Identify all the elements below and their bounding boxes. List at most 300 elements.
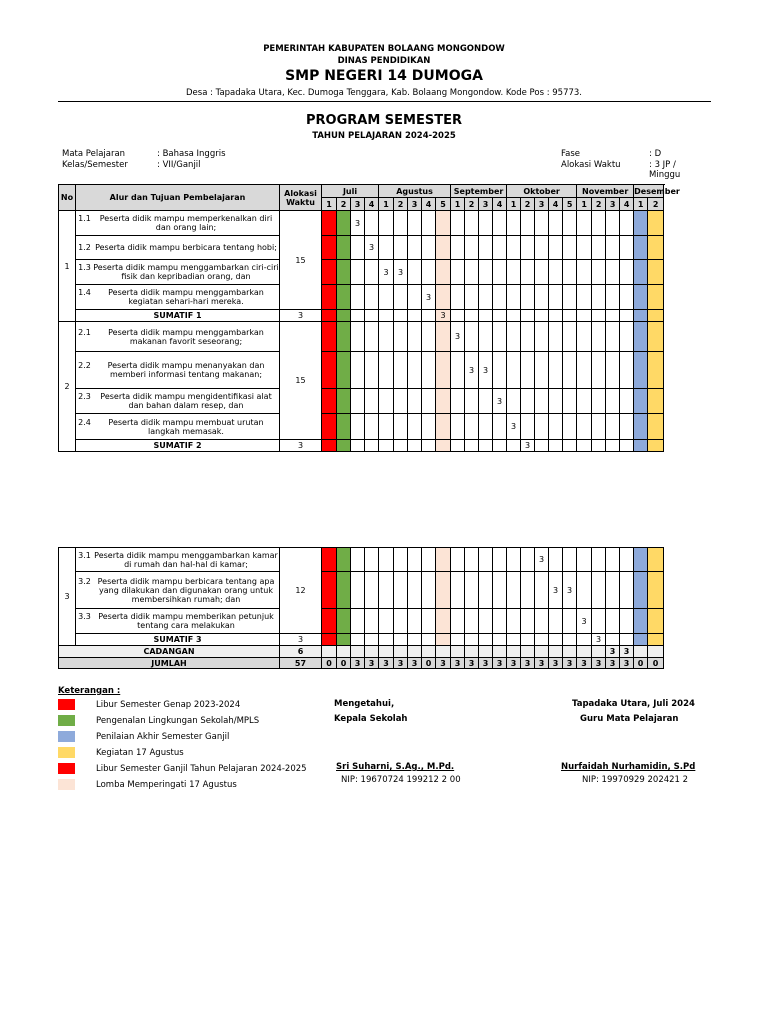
- school-address: Desa : Tapadaka Utara, Kec. Dumoga Tenggara, Kab. Bolaang Mongondow. Kode Pos : 95773.: [185, 88, 583, 98]
- week-cell: [408, 646, 422, 658]
- week-cell: [535, 389, 549, 414]
- week-cell: [365, 414, 379, 440]
- week-cell: [563, 211, 577, 236]
- week-cell: [606, 414, 620, 440]
- month-header: Desember: [634, 186, 680, 196]
- legend-label: Libur Semester Ganjil Tahun Pelajaran 2024-2025: [96, 763, 307, 774]
- time-allocation-label: Alokasi Waktu: [561, 160, 621, 170]
- week-cell: 3: [479, 352, 493, 389]
- time-allocation-value-2: Minggu: [649, 170, 681, 180]
- week-cell: [365, 260, 379, 285]
- week-cell: [422, 440, 436, 452]
- week-cell: [465, 211, 479, 236]
- week-cell: [493, 322, 507, 352]
- objective-number: 2.3: [78, 392, 91, 401]
- week-cell: [634, 352, 648, 389]
- week-cell: [592, 285, 606, 310]
- week-cell: [620, 352, 634, 389]
- week-cell: [436, 440, 451, 452]
- summative-row: [59, 440, 664, 452]
- subject-value: : Bahasa Inggris: [157, 149, 226, 159]
- summative-allocation: 3: [280, 634, 322, 646]
- teacher-name: Nurfaidah Nurhamidin, S.Pd: [561, 762, 696, 772]
- objective-text: Peserta didik mampu mengidentifikasi alat dan bahan dalam resep, dan: [100, 392, 272, 410]
- week-cell: [394, 634, 408, 646]
- week-cell: [465, 389, 479, 414]
- week-cell: [365, 548, 379, 572]
- teacher-nip: NIP: 19970929 202421 2: [582, 775, 689, 785]
- week-cell: [577, 389, 592, 414]
- week-cell: [535, 572, 549, 609]
- week-cell: [322, 572, 337, 609]
- week-cell: [422, 572, 436, 609]
- week-cell: [436, 548, 451, 572]
- week-cell: [422, 634, 436, 646]
- week-cell: [351, 236, 365, 260]
- week-cell: 3: [493, 658, 507, 669]
- week-cell: [394, 352, 408, 389]
- principal-nip: NIP: 19670724 199212 2 00: [341, 775, 461, 785]
- header-alokasi: Alokasi Waktu: [280, 185, 322, 211]
- week-cell: [379, 285, 394, 310]
- week-cell: [436, 414, 451, 440]
- class-value: : VII/Ganjil: [157, 160, 201, 170]
- legend-item: [58, 699, 358, 710]
- week-cell: [322, 260, 337, 285]
- week-header: 3: [408, 198, 422, 211]
- week-cell: [394, 609, 408, 634]
- week-cell: [592, 572, 606, 609]
- objective-number: 2.1: [78, 327, 91, 337]
- week-cell: [563, 260, 577, 285]
- week-cell: [634, 414, 648, 440]
- week-cell: 0: [648, 658, 664, 669]
- week-cell: [365, 352, 379, 389]
- week-cell: [479, 646, 493, 658]
- week-cell: [465, 646, 479, 658]
- week-cell: [648, 414, 664, 440]
- week-cell: [394, 310, 408, 322]
- week-cell: [465, 260, 479, 285]
- department-name: DINAS PENDIDIKAN: [337, 56, 431, 66]
- week-cell: [408, 572, 422, 609]
- week-cell: [365, 211, 379, 236]
- week-cell: [465, 414, 479, 440]
- week-header: 1: [379, 198, 394, 211]
- week-cell: [521, 646, 535, 658]
- week-cell: [549, 260, 563, 285]
- week-cell: [322, 310, 337, 322]
- week-cell: [620, 414, 634, 440]
- week-cell: [379, 352, 394, 389]
- week-cell: [365, 609, 379, 634]
- week-cell: [577, 322, 592, 352]
- learning-objective: [76, 609, 280, 634]
- week-cell: [606, 236, 620, 260]
- week-cell: [479, 285, 493, 310]
- week-cell: [394, 646, 408, 658]
- learning-objective: [76, 572, 280, 609]
- summative-label: SUMATIF 1: [76, 310, 280, 322]
- week-cell: [634, 236, 648, 260]
- week-cell: [451, 211, 465, 236]
- week-cell: [592, 548, 606, 572]
- table-row: [59, 548, 664, 572]
- week-cell: [322, 236, 337, 260]
- week-cell: 3: [592, 658, 606, 669]
- week-cell: [606, 260, 620, 285]
- objective-number: 2.4: [78, 417, 91, 427]
- week-cell: [422, 352, 436, 389]
- week-cell: [493, 440, 507, 452]
- week-cell: [408, 548, 422, 572]
- legend-label: Penilaian Akhir Semester Ganjil: [96, 731, 230, 742]
- week-cell: [648, 634, 664, 646]
- week-cell: [379, 310, 394, 322]
- time-allocation: 12: [280, 548, 322, 634]
- week-cell: [394, 572, 408, 609]
- week-cell: [634, 572, 648, 609]
- week-cell: [436, 285, 451, 310]
- week-cell: [451, 260, 465, 285]
- week-cell: [337, 414, 351, 440]
- week-cell: 3: [606, 658, 620, 669]
- legend-swatch: [58, 779, 75, 790]
- week-cell: 3: [620, 646, 634, 658]
- week-cell: [322, 389, 337, 414]
- week-cell: [592, 322, 606, 352]
- week-cell: [436, 322, 451, 352]
- objective-number: 1.1: [78, 214, 91, 223]
- week-header: 2: [521, 198, 535, 211]
- week-cell: [507, 572, 521, 609]
- total-value: 57: [280, 658, 322, 669]
- week-cell: 3: [507, 658, 521, 669]
- week-cell: [351, 310, 365, 322]
- week-cell: [408, 609, 422, 634]
- week-cell: [422, 322, 436, 352]
- week-cell: [479, 211, 493, 236]
- week-header: 2: [394, 198, 408, 211]
- table-row: [59, 414, 664, 440]
- table-row: [59, 352, 664, 389]
- learning-objective: [76, 211, 280, 236]
- week-header: 2: [592, 198, 606, 211]
- week-cell: [351, 322, 365, 352]
- school-name: SMP NEGERI 14 DUMOGA: [285, 68, 483, 84]
- week-cell: [620, 236, 634, 260]
- legend-item: [58, 731, 358, 742]
- week-cell: [606, 322, 620, 352]
- week-cell: [535, 260, 549, 285]
- week-cell: [648, 572, 664, 609]
- week-cell: [408, 260, 422, 285]
- week-cell: [322, 440, 337, 452]
- week-cell: [408, 322, 422, 352]
- week-cell: [436, 211, 451, 236]
- objective-number: 1.3: [78, 263, 91, 272]
- week-cell: 3: [351, 658, 365, 669]
- week-header: 4: [493, 198, 507, 211]
- week-cell: [451, 352, 465, 389]
- learning-objective: [76, 322, 280, 352]
- week-cell: [408, 389, 422, 414]
- week-cell: [322, 634, 337, 646]
- learning-objective: [76, 548, 280, 572]
- week-cell: [422, 646, 436, 658]
- legend-item: [58, 779, 358, 790]
- principal-title: Kepala Sekolah: [334, 714, 408, 724]
- week-cell: [606, 572, 620, 609]
- week-header: 1: [322, 198, 337, 211]
- week-cell: [451, 310, 465, 322]
- week-cell: [408, 236, 422, 260]
- week-cell: [337, 609, 351, 634]
- week-cell: [422, 414, 436, 440]
- week-cell: [351, 609, 365, 634]
- week-cell: [535, 211, 549, 236]
- week-cell: [422, 211, 436, 236]
- week-cell: [451, 572, 465, 609]
- week-cell: [493, 548, 507, 572]
- week-cell: [379, 414, 394, 440]
- table-row: [59, 322, 664, 352]
- week-cell: [493, 310, 507, 322]
- week-cell: [577, 572, 592, 609]
- week-cell: [465, 634, 479, 646]
- week-cell: [563, 285, 577, 310]
- week-cell: [379, 646, 394, 658]
- week-cell: [648, 440, 664, 452]
- week-cell: [620, 548, 634, 572]
- week-cell: [379, 609, 394, 634]
- week-header: 4: [422, 198, 436, 211]
- unit-number: 3: [59, 548, 76, 646]
- week-cell: [493, 236, 507, 260]
- week-cell: [465, 548, 479, 572]
- week-header: 1: [507, 198, 521, 211]
- week-cell: 3: [436, 310, 451, 322]
- legend-label: Kegiatan 17 Agustus: [96, 747, 184, 758]
- week-cell: [577, 548, 592, 572]
- reserve-row: [59, 646, 664, 658]
- week-cell: [379, 548, 394, 572]
- week-cell: [620, 285, 634, 310]
- week-cell: [634, 285, 648, 310]
- week-cell: [521, 414, 535, 440]
- week-cell: [436, 352, 451, 389]
- objective-text: Peserta didik mampu menanyakan dan memberi informasi tentang makanan;: [107, 361, 265, 379]
- week-cell: [465, 572, 479, 609]
- week-cell: [451, 548, 465, 572]
- week-cell: 3: [535, 548, 549, 572]
- week-cell: [549, 440, 563, 452]
- learning-objective: [76, 260, 280, 285]
- unit-number: 1: [59, 211, 76, 322]
- week-cell: [322, 548, 337, 572]
- week-cell: [436, 572, 451, 609]
- week-cell: [322, 646, 337, 658]
- week-cell: [620, 310, 634, 322]
- week-cell: [479, 634, 493, 646]
- week-cell: 3: [606, 646, 620, 658]
- week-cell: [451, 389, 465, 414]
- week-cell: [577, 285, 592, 310]
- week-cell: [479, 310, 493, 322]
- week-cell: [465, 285, 479, 310]
- legend-swatch: [58, 763, 75, 774]
- table-row: [59, 236, 664, 260]
- phase-value: : D: [649, 149, 662, 159]
- week-cell: [479, 572, 493, 609]
- week-cell: 3: [521, 658, 535, 669]
- week-cell: [337, 236, 351, 260]
- table-row: [59, 572, 664, 609]
- week-cell: [351, 646, 365, 658]
- week-cell: [493, 211, 507, 236]
- week-cell: [493, 572, 507, 609]
- week-cell: [648, 352, 664, 389]
- week-cell: [549, 211, 563, 236]
- week-cell: 3: [436, 658, 451, 669]
- week-cell: [351, 352, 365, 389]
- week-cell: [634, 646, 648, 658]
- week-cell: 3: [408, 658, 422, 669]
- legend-item: [58, 747, 358, 758]
- week-cell: [451, 440, 465, 452]
- week-cell: [351, 285, 365, 310]
- week-cell: [592, 310, 606, 322]
- week-cell: [322, 285, 337, 310]
- week-cell: [408, 440, 422, 452]
- week-cell: 3: [379, 658, 394, 669]
- week-cell: [408, 211, 422, 236]
- week-cell: [535, 236, 549, 260]
- week-cell: [479, 548, 493, 572]
- week-cell: [479, 389, 493, 414]
- week-cell: 3: [422, 285, 436, 310]
- week-cell: [549, 646, 563, 658]
- week-cell: [634, 260, 648, 285]
- week-cell: [394, 285, 408, 310]
- week-cell: [577, 646, 592, 658]
- week-cell: [592, 414, 606, 440]
- week-cell: [634, 609, 648, 634]
- week-cell: [479, 609, 493, 634]
- week-cell: [549, 310, 563, 322]
- week-cell: 0: [422, 658, 436, 669]
- week-cell: 3: [379, 260, 394, 285]
- week-cell: [322, 352, 337, 389]
- week-cell: [394, 236, 408, 260]
- week-cell: [507, 646, 521, 658]
- week-cell: [465, 236, 479, 260]
- week-cell: 3: [351, 211, 365, 236]
- week-header: 2: [648, 198, 664, 211]
- week-cell: [549, 285, 563, 310]
- week-cell: [648, 548, 664, 572]
- week-cell: [634, 310, 648, 322]
- government-name: PEMERINTAH KABUPATEN BOLAANG MONGONDOW: [263, 44, 505, 54]
- week-header: 3: [479, 198, 493, 211]
- week-cell: [634, 389, 648, 414]
- acknowledged-label: Mengetahui,: [334, 699, 395, 709]
- week-cell: 3: [592, 634, 606, 646]
- objective-text: Peserta didik mampu menggambarkan ciri-ciri fisik dan kepribadian orang, dan: [93, 263, 279, 281]
- week-cell: [365, 310, 379, 322]
- month-header: Oktober: [507, 185, 577, 198]
- week-cell: [322, 414, 337, 440]
- month-header: September: [451, 185, 507, 198]
- week-header: 1: [634, 198, 648, 211]
- week-cell: [592, 440, 606, 452]
- week-cell: 3: [577, 658, 592, 669]
- week-cell: [620, 634, 634, 646]
- header-no: No: [59, 185, 76, 211]
- week-cell: [507, 211, 521, 236]
- week-cell: [436, 609, 451, 634]
- week-cell: 3: [465, 352, 479, 389]
- legend-swatch: [58, 699, 75, 710]
- week-cell: [549, 389, 563, 414]
- week-cell: [507, 609, 521, 634]
- week-cell: [521, 572, 535, 609]
- week-cell: 3: [451, 322, 465, 352]
- week-cell: [408, 634, 422, 646]
- week-cell: [577, 440, 592, 452]
- reserve-value: 6: [280, 646, 322, 658]
- objective-text: Peserta didik mampu menggambarkan makanan favorit seseorang;: [108, 327, 264, 346]
- week-cell: [620, 322, 634, 352]
- week-header: 3: [351, 198, 365, 211]
- week-cell: [507, 285, 521, 310]
- week-cell: [648, 646, 664, 658]
- week-cell: 3: [394, 260, 408, 285]
- week-cell: [493, 285, 507, 310]
- week-cell: 3: [365, 658, 379, 669]
- principal-name: Sri Suharni, S.Ag., M.Pd.: [336, 762, 455, 772]
- week-cell: [521, 211, 535, 236]
- week-cell: [493, 609, 507, 634]
- week-cell: 3: [549, 658, 563, 669]
- week-cell: [465, 310, 479, 322]
- week-cell: [563, 389, 577, 414]
- week-cell: [563, 236, 577, 260]
- week-cell: [436, 634, 451, 646]
- week-cell: [422, 260, 436, 285]
- week-cell: [365, 322, 379, 352]
- week-cell: [549, 352, 563, 389]
- week-cell: [535, 634, 549, 646]
- week-cell: 3: [535, 658, 549, 669]
- week-cell: [451, 646, 465, 658]
- week-cell: [507, 389, 521, 414]
- week-cell: [535, 440, 549, 452]
- week-cell: [563, 322, 577, 352]
- week-cell: [535, 285, 549, 310]
- week-cell: [322, 322, 337, 352]
- week-cell: [351, 548, 365, 572]
- week-cell: [365, 634, 379, 646]
- week-cell: [521, 609, 535, 634]
- objective-text: Peserta didik mampu berbicara tentang hobi;: [95, 243, 277, 252]
- week-cell: [606, 211, 620, 236]
- objective-number: 3.1: [78, 550, 91, 560]
- learning-objective: [76, 285, 280, 310]
- summative-label: SUMATIF 2: [76, 440, 280, 452]
- week-cell: [379, 322, 394, 352]
- legend-label: Pengenalan Lingkungan Sekolah/MPLS: [96, 715, 260, 726]
